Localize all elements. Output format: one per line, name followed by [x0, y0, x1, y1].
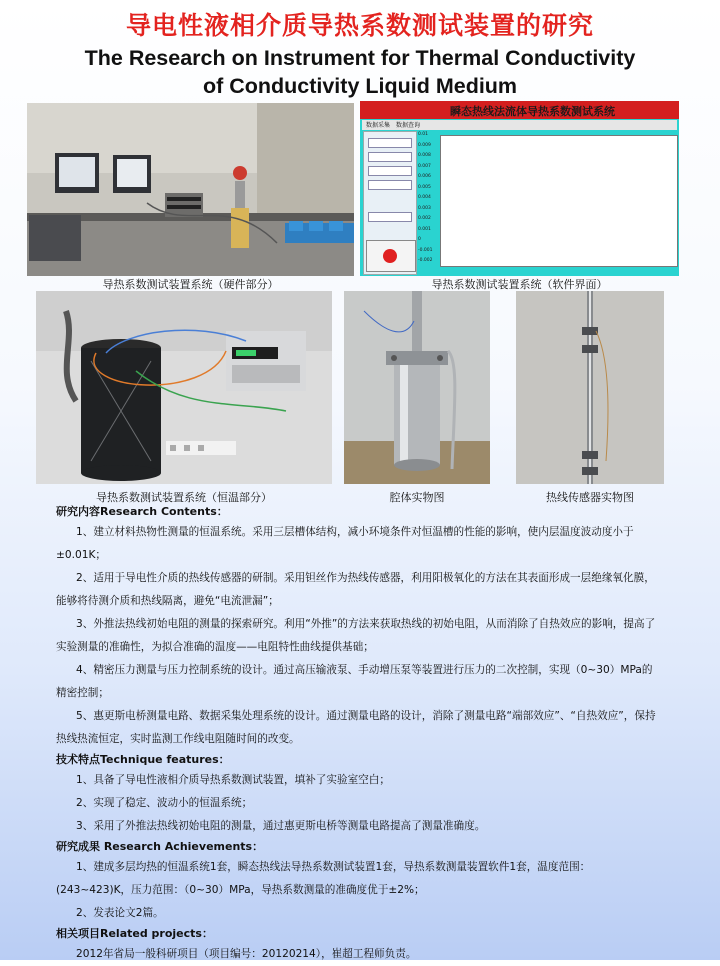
y-tick: 0.007: [418, 163, 431, 169]
paragraph: 1、建立材料热物性测量的恒温系统。采用三层槽体结构，减小环境条件对恒温槽的性能的影响，使内层温度波动度小于±0.01K；: [56, 526, 634, 561]
hardware-photo: [27, 103, 354, 276]
software-control-panel: [363, 131, 417, 275]
y-tick: 0.004: [418, 195, 431, 200]
y-tick: 0.003: [418, 205, 431, 211]
paragraph: 2、发表论文2篇。: [76, 907, 164, 919]
section-research-achievements: [56, 838, 662, 925]
software-y-axis: [418, 132, 440, 268]
y-tick: 0.006: [418, 174, 431, 179]
y-tick: 0: [418, 237, 421, 242]
paragraph: 3、外推法热线初始电阻的测量的探索研究。利用“外推”的方法来获取热线的初始电阻，从而消除了自热效应的影响，提高了实验测量的准确性，为拟合准确的温度——电阻特性曲线提供基础；: [56, 618, 656, 653]
sensor-photo: [516, 291, 664, 484]
software-plot-area: [440, 135, 678, 267]
section-heading: 研究内容Research Contents：: [56, 505, 228, 518]
software-tab-query[interactable]: 数据查询: [396, 122, 421, 129]
caption-software: 导热系数测试装置系统（软件界面）: [431, 278, 608, 291]
cavity-photo: [344, 291, 490, 484]
software-screenshot: [360, 101, 679, 276]
paragraph: 1、建成多层均热的恒温系统1套，瞬态热线法导热系数测试装置1套，导热系数测量装置软件1套，温度范围：(243~423)K，压力范围：（0~30）MPa，导热系数测量的准确度优于±2%；: [56, 861, 591, 896]
page-title-cn: 导电性液相介质导热系数测试装置的研究: [125, 11, 594, 40]
section-heading: 技术特点Technique features：: [56, 753, 230, 766]
paragraph: 2、适用于导电性介质的热线传感器的研制。采用钽丝作为热线传感器，利用阳极氧化的方法在其表面形成一层绝缘氧化膜，能够将待测介质和热线隔离，避免“电流泄漏”；: [56, 572, 655, 607]
y-tick: 0.001: [418, 226, 431, 232]
y-tick: -0.002: [418, 258, 433, 263]
page-title-en: [0, 44, 720, 100]
y-tick: 0.005: [418, 184, 431, 190]
caption-cavity: 腔体实物图: [389, 491, 445, 504]
paragraph: 2、实现了稳定、波动小的恒温系统；: [76, 797, 253, 809]
section-technique-features: [56, 751, 662, 838]
software-tab-acquisition[interactable]: 数据采集: [366, 122, 391, 129]
caption-sensor: 热线传感器实物图: [546, 491, 634, 504]
content-body: [56, 503, 662, 966]
y-tick: 0.009: [418, 142, 431, 148]
section-heading: 研究成果 Research Achievements：: [56, 840, 264, 853]
y-tick: 0.002: [418, 216, 431, 221]
page-title-en-line2: of Conductivity Liquid Medium: [202, 74, 518, 98]
software-window-title: 瞬态热线法流体导热系数测试系统: [450, 105, 615, 118]
section-heading: 相关项目Related projects：: [56, 927, 213, 940]
section-research-contents: [56, 503, 662, 751]
paragraph: 2012年省局一般科研项目（项目编号：20120214），崔超工程师负责。: [76, 948, 417, 960]
paragraph: 5、惠更斯电桥测量电路、数据采集处理系统的设计。通过测量电路的设计，消除了测量电路“端部效应”、“自热效应”，保持热线热流恒定，实时监测工作线电阻随时间的改变。: [56, 710, 656, 745]
y-tick: 0.008: [418, 153, 431, 158]
y-tick: 0.01: [418, 132, 429, 137]
caption-hardware: 导热系数测试装置系统（硬件部分）: [102, 278, 279, 291]
y-tick: -0.001: [418, 247, 433, 253]
caption-thermostat: 导热系数测试装置系统（恒温部分）: [96, 491, 272, 504]
page-title-en-line1: The Research on Instrument for Thermal Conductivity: [84, 46, 636, 70]
paragraph: 3、采用了外推法热线初始电阻的测量，通过惠更斯电桥等测量电路提高了测量准确度。: [76, 820, 486, 832]
thermostat-photo: [36, 291, 332, 484]
software-stop-indicator[interactable]: [383, 249, 397, 263]
paragraph: 4、精密压力测量与压力控制系统的设计。通过高压输液泵、手动增压泵等装置进行压力的二次控制，实现（0~30）MPa的精密控制；: [56, 664, 653, 699]
paragraph: 1、具备了导电性液相介质导热系数测试装置，填补了实验室空白；: [76, 774, 390, 786]
